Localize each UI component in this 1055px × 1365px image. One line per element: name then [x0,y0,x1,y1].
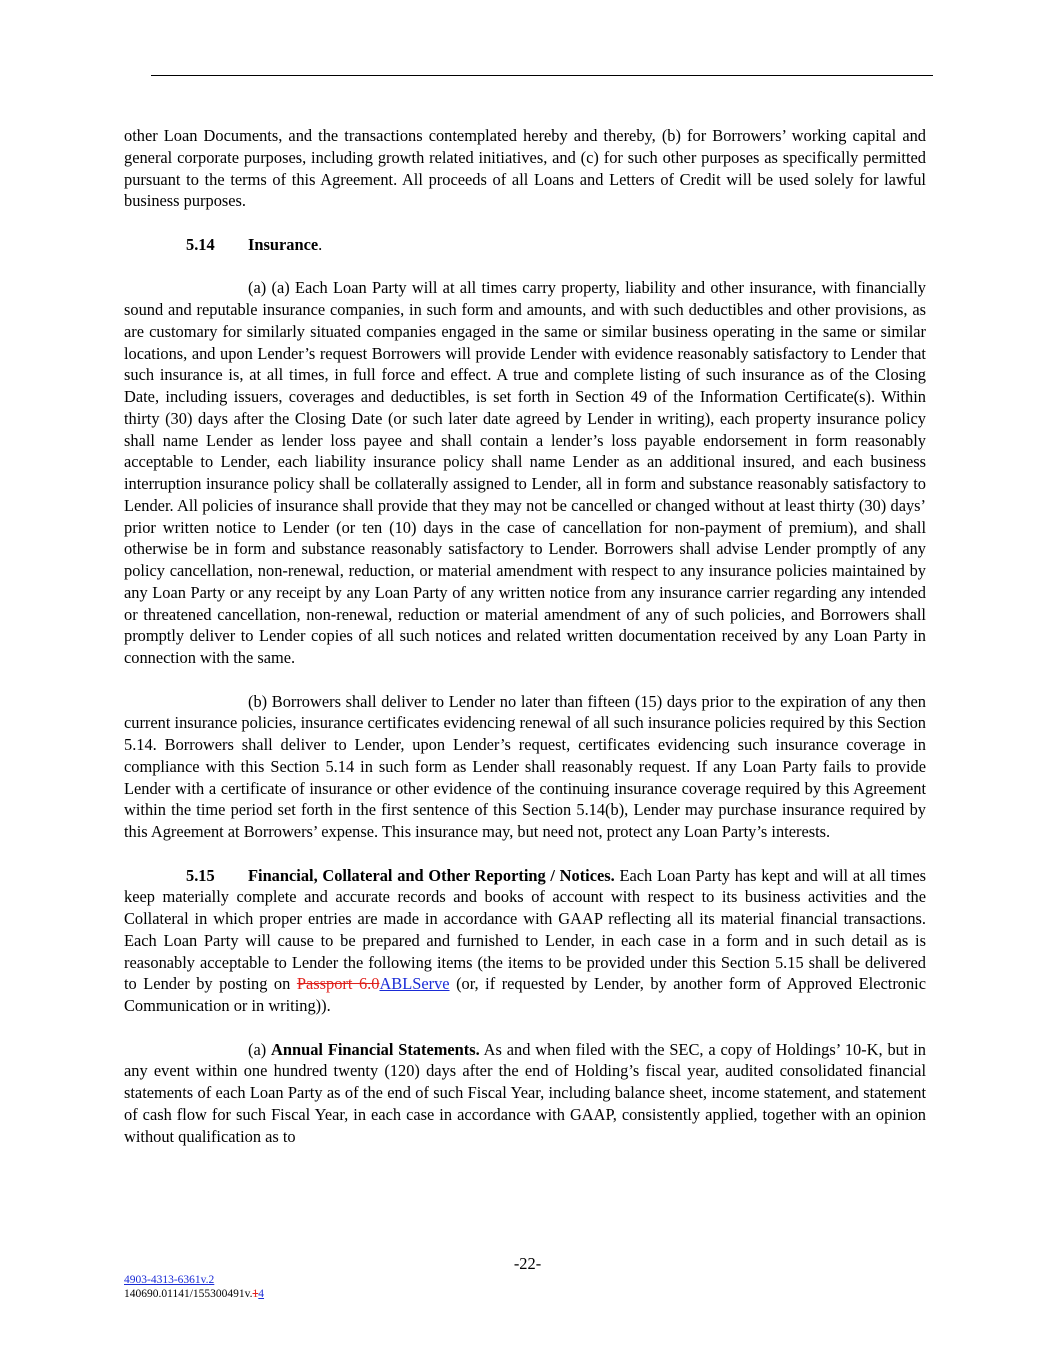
section-title: Financial, Collateral and Other Reporting / Notices. [248,865,615,885]
section-heading-5-14 [124,234,926,256]
subsection-title: Annual Financial Statements. [271,1039,480,1059]
deleted-text: Passport 6.0 [296,974,380,994]
version-inserted: 4 [258,1288,265,1300]
section-5-15 [124,865,926,1017]
paragraph-text: (b) Borrowers shall deliver to Lender no later than fifteen (15) days prior to the expiration of any then current insurance policies, insurance certificates evidencing renewal of all such insurance policies required by this Section 5.14. Borrowers shall deliver to Lender, upon Lender’s request, certificates evidencing such insurance coverage in compliance with this Section 5.14 in such form as Lender shall reasonably request. If any Loan Party fails to provide Lender with a certificate of insurance or other evidence of the continuing insurance coverage required by this Agreement within the time period set forth in the first sentence of this Section 5.14(b), Lender may purchase insurance required by this Agreement at Borrowers’ expense. This insurance may, but need not, protect any Loan Party’s interests. [124,691,926,841]
section-title: Insurance [248,234,319,254]
version-deleted: 1 [252,1288,259,1300]
paragraph-text: (or, if requested by Lender, by another form of Approved Electronic Communication or in writing)). [124,974,927,1015]
subsection-label: (a) [248,1039,272,1059]
section-title-punct: . [318,234,323,254]
header-rule [151,75,933,76]
paragraph-continuation [124,125,926,212]
doc-id-link[interactable]: 4903-4313-6361v.2 [124,1274,215,1286]
document-body [124,125,926,1147]
doc-id-old [124,1287,264,1301]
paragraph-text: (a) (a) Each Loan Party will at all times carry property, liability and other insurance, with financially sound and reputable insurance companies, in such form and amounts, and with such deductibles and other provisions, as are customary for similarly situated companies engaged in the same or similar business operating in the same or similar locations, and upon Lender’s request Borrowers will provide Lender with evidence reasonably satisfactory to Lender that such insurance is, at all times, in full force and effect. A true and complete listing of such insurance as of the Closing Date, including issuers, coverages and deductibles, is set forth in Section 49 of the Information Certificate(s). Within thirty (30) days after the Closing Date (or such later date agreed by Lender in writing), each property insurance policy shall name Lender as lender loss payee and shall contain a lender’s loss payable endorsement in form reasonably acceptable to Lender, each liability insurance policy shall name Lender as an additional insured, and each business interruption insurance policy shall be collaterally assigned to Lender, all in form and substance reasonably satisfactory to Lender. All policies of insurance shall provide that they may not be cancelled or changed without at least thirty (30) days’ prior written notice to Lender (or ten (10) days in the case of cancellation for non-payment of premium), and shall otherwise be in form and substance reasonably satisfactory to Lender. Borrowers shall advise Lender promptly of any policy cancellation, non-renewal, reduction, or material amendment with respect to any insurance policies maintained by any Loan Party or any receipt by any Loan Party of any written notice from any insurance carrier regarding any intended or threatened cancellation, non-renewal, reduction or material amendment of any of such policies, and Borrowers shall promptly deliver to Lender copies of all such notices and related written documentation received by any Loan Party in connection with the same. [124,278,926,667]
paragraph-text: other Loan Documents, and the transactions contemplated hereby and thereby, (b) for Borrowers’ working capital and general corporate purposes, including growth related initiatives, and (c) for such other purposes as specifically permitted pursuant to the terms of this Agreement. All proceeds of all Loans and Letters of Credit will be used solely for lawful business purposes. [124,126,926,211]
section-number: 5.14 [186,234,215,254]
paragraph-text: Each Loan Party has kept and will at all times keep materially complete and accurate records and books of account with respect to its business activities and the Collateral in which proper entries are made in accordance with GAAP reflecting all its material financial transactions. Each Loan Party will cause to be prepared and furnished to Lender, in each case in a form and in such detail as is reasonably acceptable to Lender the following items (the items to be provided under this Section 5.15 shall be delivered to Lender by posting on [124,865,926,994]
subsection-5-14-b [124,691,926,843]
doc-id-prefix: 140690.01141/155300491v. [124,1288,253,1300]
subsection-5-14-a [124,277,926,669]
ablserve-link[interactable]: ABLServe [379,974,450,994]
page-number: -22- [513,1254,542,1273]
subsection-5-15-a [124,1039,926,1148]
footer-doc-ids [124,1273,264,1301]
paragraph-text: As and when filed with the SEC, a copy of Holdings’ 10-K, but in any event within one hundred twenty (120) days after the end of Holding’s fiscal year, audited consolidated financial statements of each Loan Party as of the end of such Fiscal Year, including balance sheet, income statement, and statement of cash flow for such Fiscal Year, in each case in accordance with GAAP, consistently applied, together with an opinion without qualification as to [124,1039,926,1146]
section-number: 5.15 [186,865,215,885]
